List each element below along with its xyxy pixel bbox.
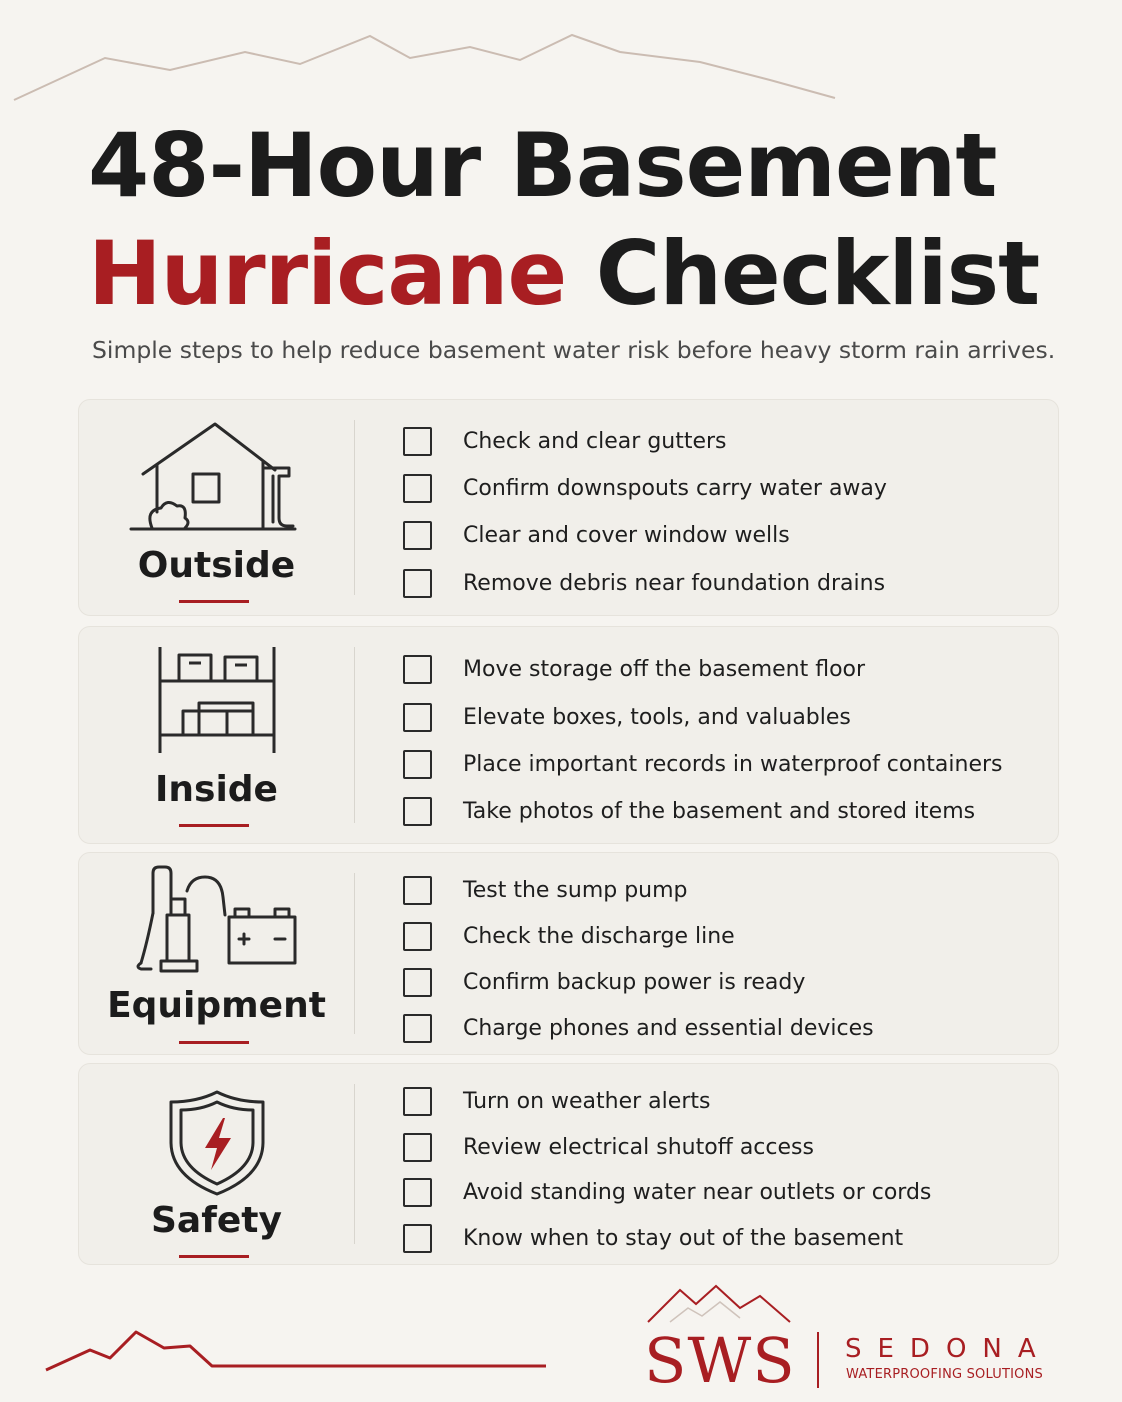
checkbox[interactable] — [403, 655, 432, 684]
section-header — [79, 853, 354, 1054]
checklist-item[interactable] — [403, 652, 865, 686]
checklist-item[interactable] — [403, 965, 805, 999]
checklist — [403, 400, 1058, 615]
checkbox[interactable] — [403, 876, 432, 905]
checklist-item[interactable] — [403, 873, 688, 907]
checkbox[interactable] — [403, 750, 432, 779]
section-underline — [179, 824, 249, 827]
section-underline — [179, 600, 249, 603]
section-label: Outside — [137, 545, 296, 586]
title-line-2-rest: Checklist — [595, 222, 1040, 325]
section-equipment — [78, 852, 1059, 1055]
section-underline — [179, 1041, 249, 1044]
section-inside — [78, 626, 1059, 844]
checklist-item[interactable] — [403, 794, 975, 828]
item-label: Confirm backup power is ready — [463, 969, 806, 995]
checklist-item[interactable] — [403, 518, 790, 552]
shield-lightning-icon — [167, 1088, 267, 1198]
item-label: Avoid standing water near outlets or cords — [463, 1179, 932, 1205]
item-label: Review electrical shutoff access — [463, 1134, 814, 1160]
logo-divider — [817, 1332, 819, 1388]
item-label: Know when to stay out of the basement — [463, 1225, 904, 1251]
item-label: Charge phones and essential devices — [463, 1015, 874, 1041]
item-label: Remove debris near foundation drains — [463, 570, 886, 596]
checkbox[interactable] — [403, 968, 432, 997]
page-title — [88, 112, 1039, 328]
checklist-item[interactable] — [403, 424, 727, 458]
page-subtitle: Simple steps to help reduce basement water risk before heavy storm rain arrives. — [92, 336, 1056, 364]
checkbox[interactable] — [403, 1087, 432, 1116]
company-logo — [640, 1282, 1080, 1397]
checklist-item[interactable] — [403, 747, 1003, 781]
section-divider — [354, 1084, 355, 1244]
item-label: Place important records in waterproof containers — [463, 751, 1003, 777]
checkbox[interactable] — [403, 1133, 432, 1162]
checkbox[interactable] — [403, 521, 432, 550]
section-divider — [354, 420, 355, 595]
section-divider — [354, 873, 355, 1034]
title-line-1: 48-Hour Basement — [88, 114, 997, 217]
item-label: Check and clear gutters — [463, 428, 727, 454]
checkbox[interactable] — [403, 703, 432, 732]
checklist — [403, 853, 1058, 1054]
house-icon — [127, 418, 307, 536]
mountain-ridge-bottom — [40, 1320, 560, 1380]
item-label: Move storage off the basement floor — [463, 656, 866, 682]
checkbox[interactable] — [403, 1178, 432, 1207]
checkbox[interactable] — [403, 1014, 432, 1043]
section-label: Equipment — [107, 985, 326, 1026]
section-underline — [179, 1255, 249, 1258]
item-label: Elevate boxes, tools, and valuables — [463, 704, 851, 730]
storage-shelf-icon — [155, 643, 279, 757]
checklist-item[interactable] — [403, 1011, 874, 1045]
checkbox[interactable] — [403, 569, 432, 598]
section-header — [79, 400, 354, 615]
checkbox[interactable] — [403, 797, 432, 826]
item-label: Turn on weather alerts — [463, 1088, 711, 1114]
item-label: Clear and cover window wells — [463, 522, 790, 548]
checklist-item[interactable] — [403, 1175, 931, 1209]
checklist-item[interactable] — [403, 566, 885, 600]
sump-pump-battery-icon — [127, 863, 307, 975]
checkbox[interactable] — [403, 474, 432, 503]
logo-tagline: WATERPROOFING SOLUTIONS — [846, 1367, 1043, 1382]
logo-initials: SWS — [644, 1324, 796, 1397]
item-label: Check the discharge line — [463, 923, 735, 949]
checklist-item[interactable] — [403, 1084, 710, 1118]
checklist-item[interactable] — [403, 471, 887, 505]
item-label: Take photos of the basement and stored items — [463, 798, 976, 824]
section-label: Inside — [155, 769, 278, 810]
section-label: Safety — [151, 1200, 282, 1241]
checklist-item[interactable] — [403, 919, 735, 953]
title-highlight: Hurricane — [88, 222, 567, 325]
checkbox[interactable] — [403, 427, 432, 456]
section-header — [79, 627, 354, 843]
checkbox[interactable] — [403, 1224, 432, 1253]
section-outside — [78, 399, 1059, 616]
item-label: Test the sump pump — [463, 877, 688, 903]
checklist-item[interactable] — [403, 1221, 903, 1255]
section-divider — [354, 647, 355, 823]
section-header — [79, 1064, 354, 1264]
section-safety — [78, 1063, 1059, 1265]
checkbox[interactable] — [403, 922, 432, 951]
checklist — [403, 1064, 1058, 1264]
logo-name: SEDONA — [845, 1334, 1052, 1364]
checklist-item[interactable] — [403, 1130, 814, 1164]
checklist-item[interactable] — [403, 700, 851, 734]
mountain-ridge-top — [0, 0, 1122, 110]
item-label: Confirm downspouts carry water away — [463, 475, 887, 501]
title-line-2 — [88, 220, 1039, 328]
checklist — [403, 627, 1058, 843]
